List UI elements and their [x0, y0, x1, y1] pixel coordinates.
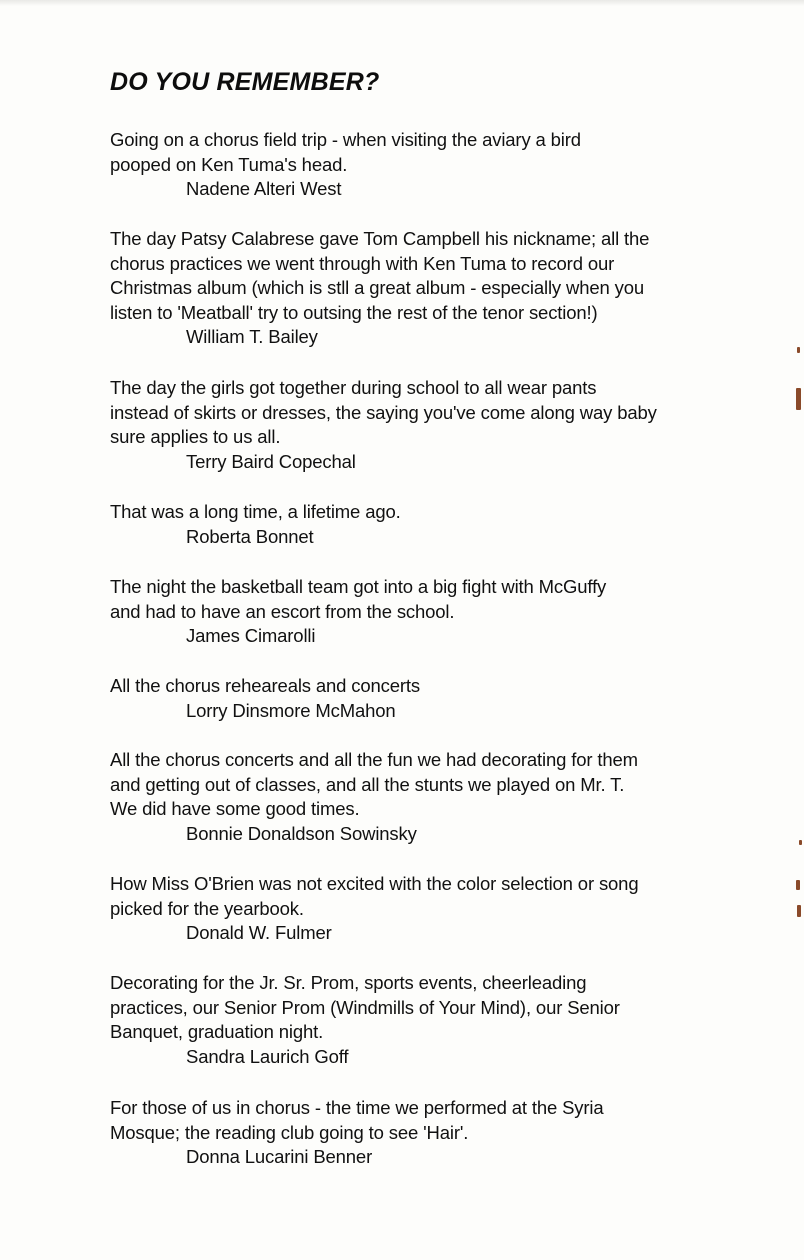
scan-speck — [797, 905, 801, 917]
memory-entry — [110, 227, 770, 350]
memory-text: Going on a chorus field trip - when visiting the aviary a bird pooped on Ken Tuma's head. — [110, 129, 581, 175]
memory-author: Roberta Bonnet — [186, 525, 314, 547]
memory-text: The day Patsy Calabrese gave Tom Campbell his nickname; all the chorus practices we went through with Ken Tuma to record our Christmas album (which is stll a great album - especially when you listen to 'Meatball' try to outsing the rest of the tenor section!) — [110, 228, 650, 323]
memory-entry — [110, 748, 770, 846]
memory-entry — [110, 971, 770, 1069]
memory-author: William T. Bailey — [186, 326, 318, 347]
memory-entry — [110, 674, 770, 723]
memory-entry — [110, 1096, 770, 1170]
memory-text: For those of us in chorus - the time we performed at the Syria Mosque; the reading club going to see 'Hair'. — [110, 1097, 604, 1143]
memory-text: How Miss O'Brien was not excited with the color selection or song picked for the yearbook. — [110, 873, 639, 919]
memory-author: Donald W. Fulmer — [186, 922, 332, 943]
memory-author: Nadene Alteri West — [186, 178, 342, 199]
memory-entry — [110, 872, 770, 946]
scan-speck — [796, 880, 800, 890]
memory-author: Lorry Dinsmore McMahon — [186, 699, 396, 721]
memory-text: All the chorus reheareals and concerts — [110, 675, 421, 696]
page-top-edge — [0, 0, 804, 6]
scan-speck — [796, 388, 801, 410]
memory-entry — [110, 128, 770, 202]
memory-entry — [110, 500, 770, 549]
memory-author: James Cimarolli — [186, 625, 316, 646]
memory-text: The day the girls got together during school to all wear pants instead of skirts or dresses, the saying you've come along way baby sure applies to us all. — [110, 377, 657, 447]
memory-entry — [110, 376, 770, 474]
memory-author: Terry Baird Copechal — [186, 450, 356, 472]
memory-author: Donna Lucarini Benner — [186, 1146, 373, 1167]
memory-text: Decorating for the Jr. Sr. Prom, sports events, cheerleading practices, our Senior Prom (Windmills of Your Mind), our Senior Banquet, graduation night. — [110, 972, 620, 1042]
scan-speck — [799, 840, 802, 845]
memory-text: The night the basketball team got into a big fight with McGuffy and had to have an escort from the school. — [110, 576, 607, 622]
memory-author: Bonnie Donaldson Sowinsky — [186, 822, 417, 844]
memory-text: That was a long time, a lifetime ago. — [110, 501, 401, 522]
page-title: DO YOU REMEMBER? — [110, 68, 380, 96]
scan-speck — [797, 347, 800, 353]
memory-text: All the chorus concerts and all the fun we had decorating for them and getting out of classes, and all the stunts we played on Mr. T. We did have some good times. — [110, 749, 638, 819]
memory-entry — [110, 575, 770, 649]
memory-author: Sandra Laurich Goff — [186, 1045, 349, 1067]
